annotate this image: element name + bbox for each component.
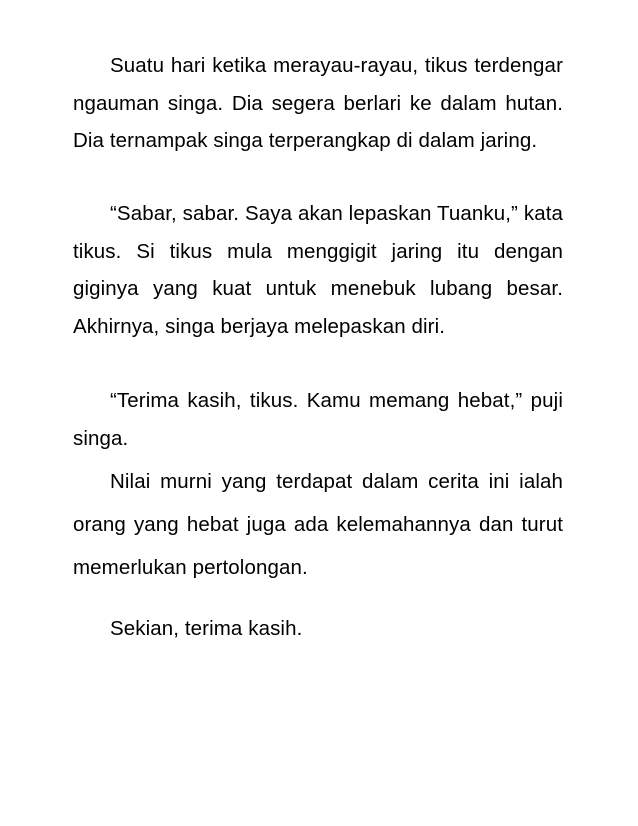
paragraph-moral-value: Nilai murni yang terdapat dalam cerita ini ialah orang yang hebat juga ada kelemahannya dan turut memerlukan pertolongan. — [73, 470, 563, 579]
paragraph-closing: Sekian, terima kasih. — [110, 617, 303, 640]
paragraph-mouse-helps: “Sabar, sabar. Saya akan lepaskan Tuanku,” kata tikus. Si tikus mula menggigit jaring itu dengan giginya yang kuat untuk menebuk lubang besar. Akhirnya, singa berjaya melepaskan diri. — [73, 202, 563, 338]
paragraph-lion-thanks: “Terima kasih, tikus. Kamu memang hebat,” puji singa. — [73, 389, 563, 450]
paragraph-story-start: Suatu hari ketika merayau-rayau, tikus terdengar ngauman singa. Dia segera berlari ke dalam hutan. Dia ternampak singa terperangkap di dalam jaring. — [73, 54, 563, 152]
